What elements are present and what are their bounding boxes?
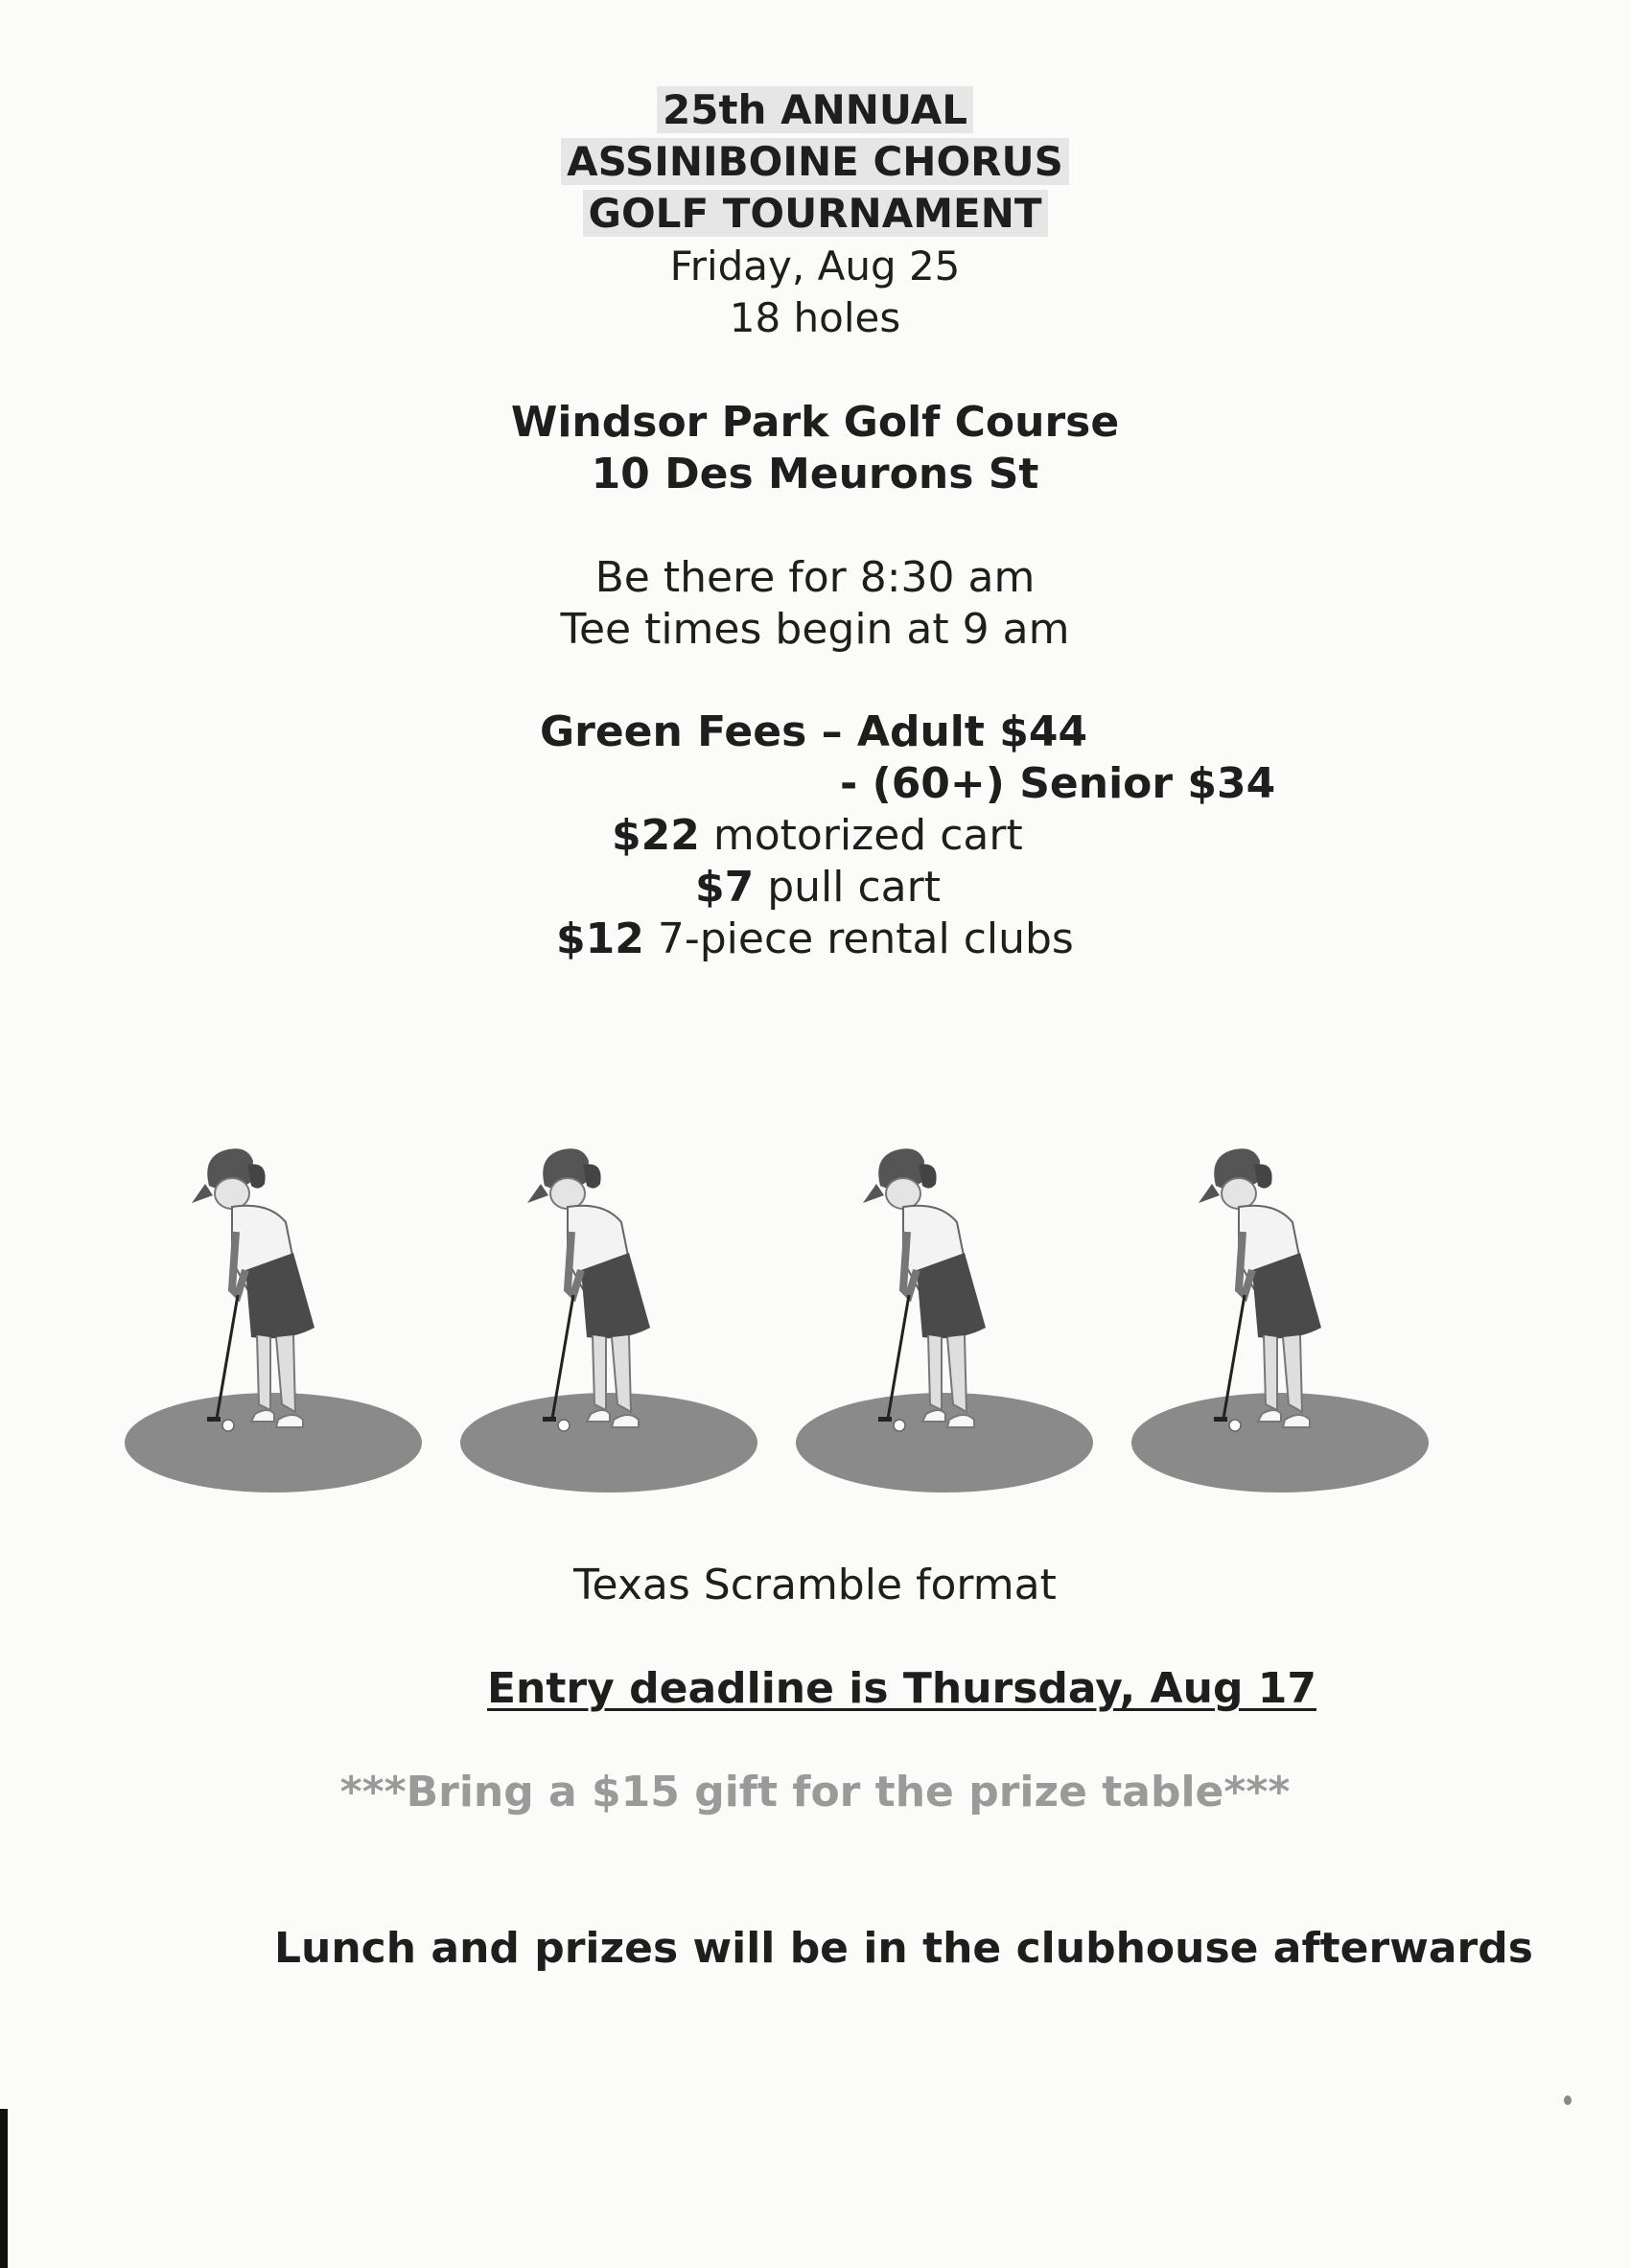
event-date: Friday, Aug 25 [669,243,961,289]
golfer-illustration-2 [460,1126,767,1505]
gift-reminder: ***Bring a $15 gift for the prize table*** [339,1768,1291,1817]
title-line-3-text: GOLF TOURNAMENT [583,190,1048,237]
fee-pull-cart-label: pull cart [754,863,941,912]
golfer-illustration-3 [796,1126,1103,1505]
fee-motorized-cart [612,811,1023,860]
fee-pull-cart [695,863,941,912]
fee-motorized-cart-label: motorized cart [699,811,1023,860]
title-line-2-text: ASSINIBOINE CHORUS [561,138,1069,185]
entry-deadline: Entry deadline is Thursday, Aug 17 [487,1664,1316,1713]
tournament-format: Texas Scramble format [573,1561,1057,1609]
golfer-illustration-4 [1131,1126,1438,1505]
fee-rental-clubs-price: $12 [556,914,644,963]
fee-pull-cart-price: $7 [695,863,755,912]
title-line-1 [0,86,1630,133]
venue-address: 10 Des Meurons St [591,450,1039,498]
arrival-time: Be there for 8:30 am [594,553,1036,602]
scan-speck [1564,2095,1572,2105]
fee-senior: - (60+) Senior $34 [840,759,1276,808]
title-line-1-text: 25th ANNUAL [657,86,973,133]
event-holes: 18 holes [729,294,901,341]
fee-adult: Green Fees – Adult $44 [540,707,1088,756]
fee-rental-clubs-label: 7-piece rental clubs [643,914,1074,963]
lunch-note: Lunch and prizes will be in the clubhouse afterwards [274,1924,1533,1973]
venue-name: Windsor Park Golf Course [510,398,1120,447]
scan-edge-mark [0,2109,8,2268]
title-line-2 [0,138,1630,185]
tee-time: Tee times begin at 9 am [560,605,1070,654]
title-line-3 [0,190,1630,237]
golfer-illustration-1 [125,1126,431,1505]
fee-rental-clubs [556,914,1074,963]
fee-motorized-cart-price: $22 [612,811,700,860]
